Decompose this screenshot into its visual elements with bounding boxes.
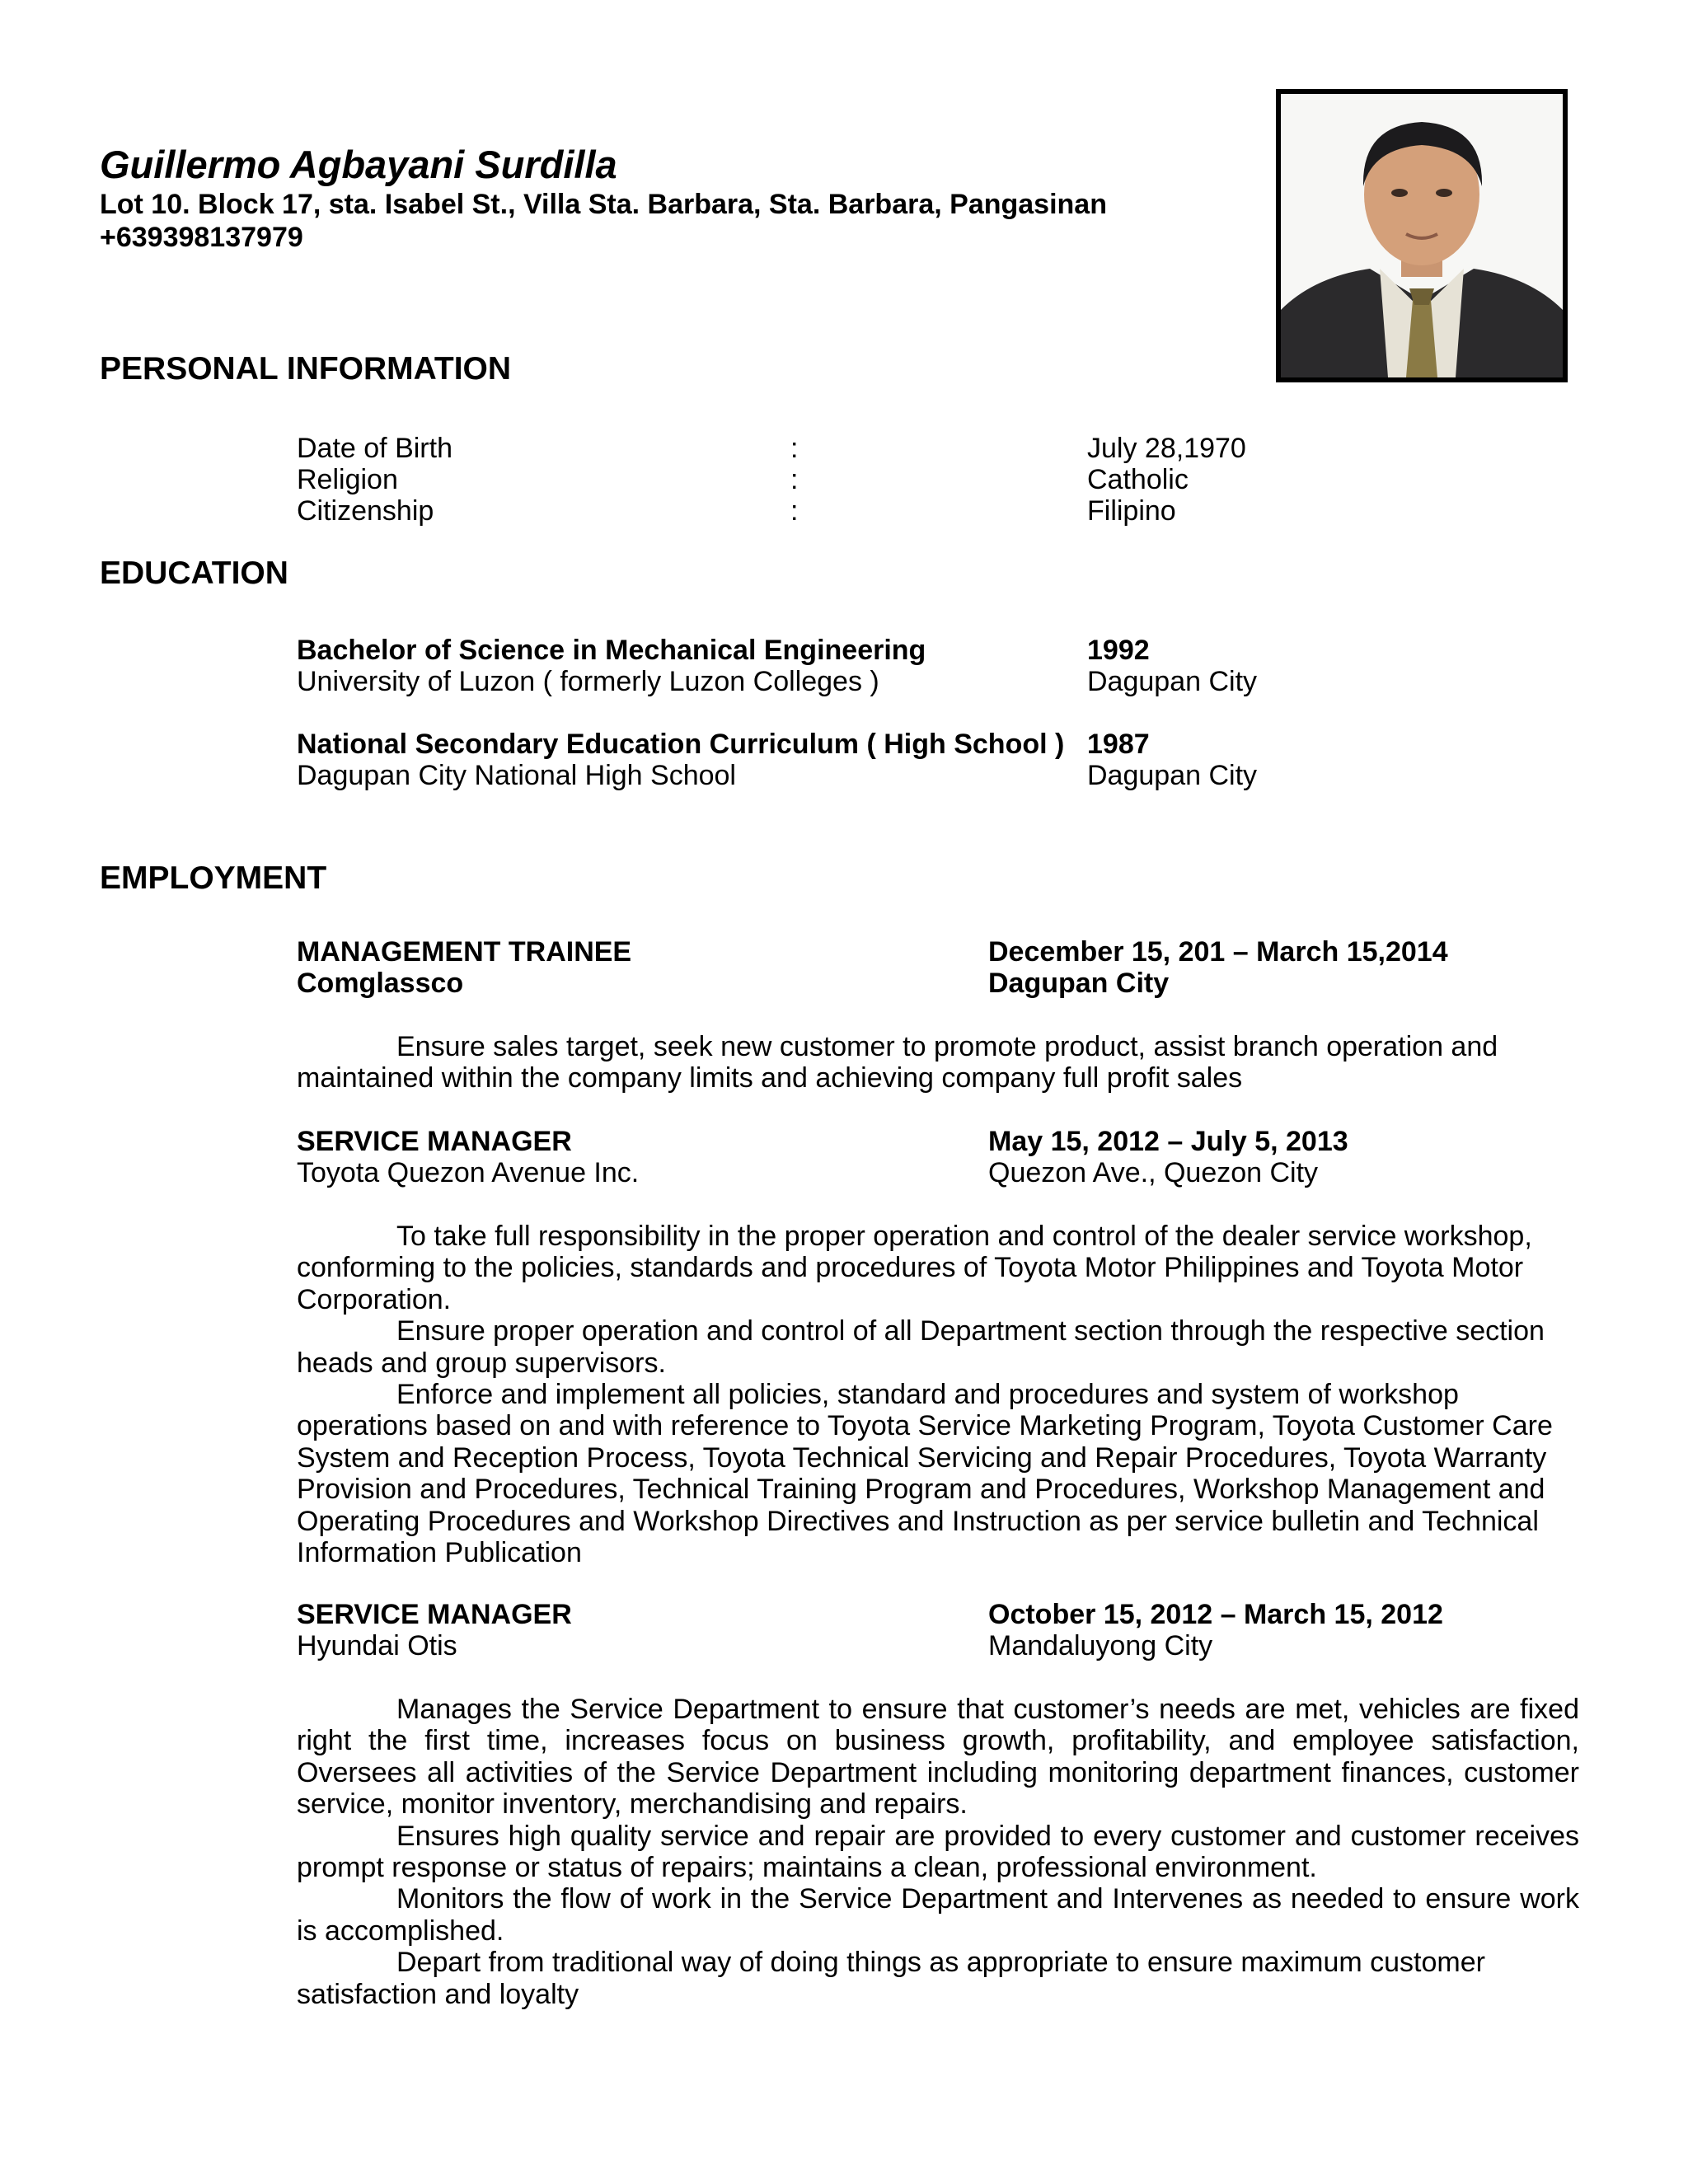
job-description bbox=[297, 1031, 1579, 1094]
portrait-icon bbox=[1281, 94, 1563, 377]
education-degree: Bachelor of Science in Mechanical Engineering bbox=[297, 635, 926, 666]
job-paragraph: Ensure sales target, seek new customer to promote product, assist branch operation and maintained within the company limits and achieving company full profit sales bbox=[297, 1031, 1498, 1094]
job-dates: December 15, 201 – March 15,2014 bbox=[988, 936, 1448, 968]
job-paragraph: Enforce and implement all policies, standard and procedures and system of workshop operations based on and with reference to Toyota Service Marketing Program, Toyota Customer Care System and Reception Process, Toyota Technical Servicing and Repair Procedures, Toyota Warranty Provision and Procedures, Technical Training Program and Procedures, Workshop Management and Operating Procedures and Workshop Directives and Instruction as per service bulletin and Technical Information Publication bbox=[297, 1379, 1553, 1569]
job-paragraph: Ensure proper operation and control of all Department section through the respective section heads and group supervisors. bbox=[297, 1315, 1545, 1379]
job-location: Mandaluyong City bbox=[988, 1630, 1213, 1661]
education-year: 1992 bbox=[1087, 635, 1150, 666]
job-dates: October 15, 2012 – March 15, 2012 bbox=[988, 1599, 1443, 1630]
job-dates: May 15, 2012 – July 5, 2013 bbox=[988, 1126, 1348, 1157]
job-company: Toyota Quezon Avenue Inc. bbox=[297, 1157, 640, 1188]
job-location: Quezon Ave., Quezon City bbox=[988, 1157, 1319, 1188]
employment-heading: EMPLOYMENT bbox=[100, 860, 327, 896]
applicant-address: Lot 10. Block 17, sta. Isabel St., Villa Sta. Barbara, Sta. Barbara, Pangasinan bbox=[100, 189, 1107, 220]
education-year: 1987 bbox=[1087, 729, 1150, 760]
education-school: Dagupan City National High School bbox=[297, 760, 736, 791]
job-paragraph: To take full responsibility in the proper operation and control of the dealer service workshop, conforming to the policies, standards and procedures of Toyota Motor Philippines and Toyota Motor Corporation. bbox=[297, 1221, 1532, 1315]
dob-label: Date of Birth bbox=[297, 433, 452, 464]
citizenship-value: Filipino bbox=[1087, 495, 1176, 527]
personal-information-heading: PERSONAL INFORMATION bbox=[100, 351, 512, 387]
education-location: Dagupan City bbox=[1087, 666, 1258, 697]
job-position: SERVICE MANAGER bbox=[297, 1599, 572, 1630]
job-description bbox=[297, 1221, 1579, 1568]
religion-label: Religion bbox=[297, 464, 398, 495]
education-location: Dagupan City bbox=[1087, 760, 1258, 791]
job-paragraph: Depart from traditional way of doing things as appropriate to ensure maximum customer satisfaction and loyalty bbox=[297, 1947, 1485, 2010]
job-paragraph: Monitors the flow of work in the Service Department and Intervenes as needed to ensure work is accomplished. bbox=[297, 1883, 1579, 1947]
religion-separator: : bbox=[790, 464, 799, 495]
job-company: Hyundai Otis bbox=[297, 1630, 457, 1661]
job-paragraph: Ensures high quality service and repair are provided to every customer and customer receives prompt response or status of repairs; maintains a clean, professional environment. bbox=[297, 1820, 1579, 1884]
job-position: SERVICE MANAGER bbox=[297, 1126, 572, 1157]
applicant-phone: +639398137979 bbox=[100, 222, 303, 253]
education-degree: National Secondary Education Curriculum ( High School ) bbox=[297, 729, 1065, 760]
citizenship-label: Citizenship bbox=[297, 495, 434, 527]
dob-value: July 28,1970 bbox=[1087, 433, 1246, 464]
portrait-photo bbox=[1276, 89, 1568, 382]
dob-separator: : bbox=[790, 433, 799, 464]
citizenship-separator: : bbox=[790, 495, 799, 527]
education-heading: EDUCATION bbox=[100, 555, 288, 591]
job-paragraph: Manages the Service Department to ensure that customer’s needs are met, vehicles are fixed right the first time, increases focus on business growth, profitability, and employee satisfaction, Oversees all activities of the Service Department including monitoring department finances, customer service, monitor inventory, merchandising and repairs. bbox=[297, 1694, 1579, 1821]
job-position: MANAGEMENT TRAINEE bbox=[297, 936, 632, 968]
job-location: Dagupan City bbox=[988, 968, 1170, 999]
education-school: University of Luzon ( formerly Luzon Colleges ) bbox=[297, 666, 879, 697]
job-company: Comglassco bbox=[297, 968, 464, 999]
job-description bbox=[297, 1694, 1579, 2010]
applicant-name: Guillermo Agbayani Surdilla bbox=[100, 143, 617, 186]
religion-value: Catholic bbox=[1087, 464, 1189, 495]
